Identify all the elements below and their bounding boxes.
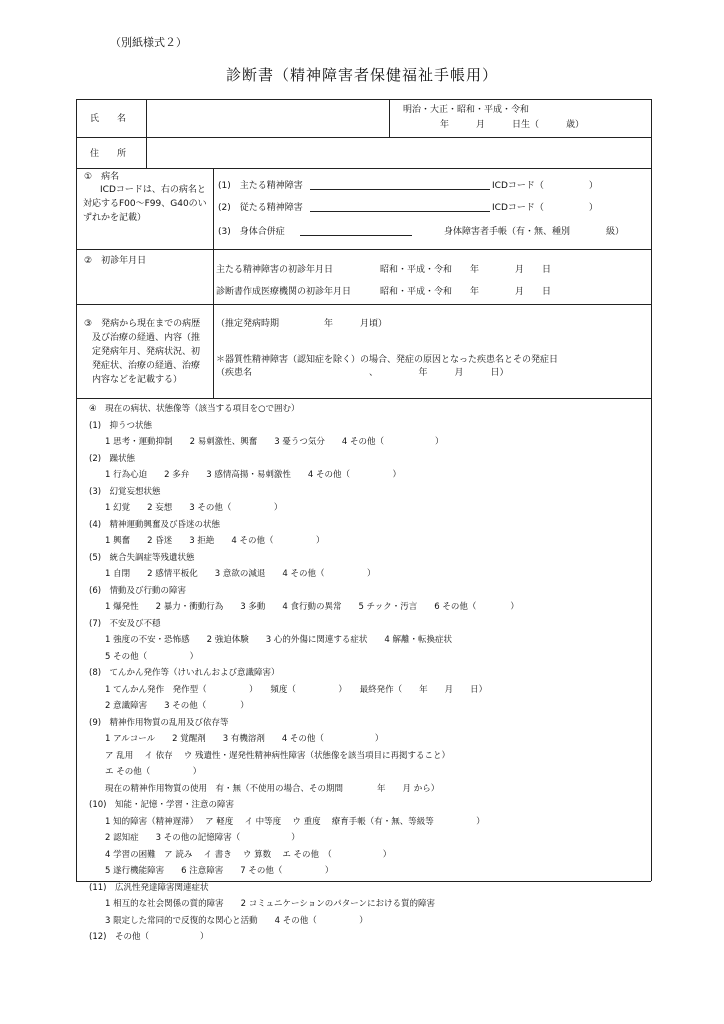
- birth-era-options: 明治・大正・昭和・平成・令和: [403, 105, 530, 115]
- sec1-label-1: ① 病名: [84, 172, 120, 182]
- sec3-label-2: 及び治療の経過、内容（推: [92, 333, 201, 343]
- category-excitement-stupor: (4) 精神運動興奮及び昏迷の状態: [89, 519, 221, 530]
- sec3-label-5: 内容などを記載する）: [92, 375, 183, 385]
- sec3-label-1: ③ 発病から現在までの病歴: [84, 319, 201, 329]
- first-visit-main-date: 昭和・平成・令和 年 月 日: [380, 265, 552, 275]
- sec2-label: ② 初診年月日: [84, 256, 147, 266]
- icd-code-main: ICDコード（ ）: [492, 181, 598, 191]
- options-substance-other: エ その他（ ）: [105, 767, 202, 777]
- first-visit-main-label: 主たる精神障害の初診年月日: [216, 265, 334, 275]
- options-cognition-2: 2 認知症 3 その他の記憶障害（ ）: [105, 833, 300, 843]
- category-developmental: (11) 広汎性発達障害関連症状: [89, 882, 209, 893]
- page-title: 診断書（精神障害者保健福祉手帳用）: [225, 66, 498, 84]
- sec3-label-4: 発症状、治療の経過、治療: [92, 361, 201, 371]
- options-developmental-1: 1 相互的な社会関係の質的障害 2 コミュニケーションのパターンにおける質的障害: [105, 899, 436, 909]
- category-epilepsy: (8) てんかん発作等（けいれんおよび意識障害）: [89, 668, 280, 678]
- category-substance: (9) 精神作用物質の乱用及び依存等: [89, 717, 229, 728]
- onset-period: （推定発病時期 年 月頃）: [216, 319, 388, 329]
- options-mania: 1 行為心迫 2 多弁 3 感情高揚・易刺激性 4 その他（ ）: [105, 470, 401, 480]
- section-current-condition: [89, 401, 519, 946]
- category-residual: (5) 統合失調症等残遺状態: [89, 552, 195, 563]
- sec1-label-2: ICDコードは、右の病名と: [100, 185, 206, 195]
- substance-current-use: 現在の精神作用物質の使用 有・無（不使用の場合、その期間 年 月 から）: [105, 783, 440, 794]
- birth-date: 年 月 日生（ 歳）: [440, 120, 585, 130]
- category-behavior: (6) 情動及び行動の障害: [89, 585, 187, 596]
- category-mania: (2) 躁状態: [89, 453, 136, 464]
- form-label: （別紙様式２）: [110, 36, 187, 49]
- options-excitement-stupor: 1 興奮 2 昏迷 3 拒絶 4 その他（ ）: [105, 536, 325, 546]
- category-depression: (1) 抑うつ状態: [89, 420, 153, 431]
- options-hallucination: 1 幻覚 2 妄想 3 その他（ ）: [105, 503, 283, 513]
- name-label: 氏 名: [90, 114, 127, 124]
- sec1-label-3: 対応するF00～F99、G40のい: [83, 199, 207, 209]
- options-substance-type: ア 乱用 イ 依存 ウ 残遺性・遅発性精神病性障害（状態像を該当項目に再掲すること）: [105, 750, 451, 761]
- options-cognition-1: 1 知的障害（精神遅滞） ア 軽度 イ 中等度 ウ 重度 療育手帳（有・無、等級等 ）: [105, 816, 485, 827]
- sec3-label-3: 定発病年月、発病状況、初: [92, 347, 201, 357]
- icd-code-sub: ICDコード（ ）: [492, 203, 598, 213]
- sec4-heading: ④ 現在の病状、状態像等（該当する項目を○で囲む）: [89, 404, 300, 414]
- comorbidity-label: (3) 身体合併症: [218, 227, 285, 237]
- options-developmental-2: 3 限定した常同的で反復的な関心と活動 4 その他（ ）: [105, 915, 368, 926]
- category-other: (12) その他（ ）: [89, 932, 209, 942]
- organic-disorder-note: ＊器質性精神障害（認知症を除く）の場合、発症の原因となった疾患名とその発症日: [216, 355, 559, 365]
- sec1-label-4: ずれかを記載）: [83, 213, 147, 223]
- options-depression: 1 思考・運動抑制 2 易刺激性、興奮 3 憂うつ気分 4 その他（ ）: [105, 437, 444, 447]
- options-epilepsy: 1 てんかん発作 発作型（ ） 頻度（ ） 最終発作（ 年 月 日）: [105, 684, 488, 695]
- category-anxiety: (7) 不安及び不穏: [89, 618, 161, 629]
- main-disorder-label: (1) 主たる精神障害: [218, 181, 303, 191]
- options-cognition-3: 4 学習の困難 ア 読み イ 書き ウ 算数 エ その他 （ ）: [105, 849, 392, 860]
- sub-disorder-label: (2) 従たる精神障害: [218, 203, 303, 213]
- options-anxiety: 1 強度の不安・恐怖感 2 強迫体験 3 心的外傷に関連する症状 4 解離・転換症状: [105, 635, 452, 645]
- options-residual: 1 自閉 2 感情平板化 3 意欲の減退 4 その他（ ）: [105, 569, 376, 579]
- options-substance: 1 アルコール 2 覚醒剤 3 有機溶剤 4 その他（ ）: [105, 734, 384, 744]
- options-epilepsy-2: 2 意識障害 3 その他（ ）: [105, 701, 249, 711]
- options-behavior: 1 爆発性 2 暴力・衝動行為 3 多動 4 食行動の異常 5 チック・汚言 6 その他（ ）: [105, 602, 519, 612]
- category-hallucination: (3) 幻覚妄想状態: [89, 486, 161, 497]
- options-anxiety-other: 5 その他（ ）: [105, 651, 199, 662]
- address-label: 住 所: [90, 149, 127, 159]
- options-cognition-4: 5 遂行機能障害 6 注意障害 7 その他（ ）: [105, 866, 334, 876]
- disability-handbook: 身体障害者手帳（有・無、種別 級）: [444, 227, 625, 237]
- category-cognition: (10) 知能・記憶・学習・注意の障害: [89, 800, 234, 810]
- first-visit-clinic-date: 昭和・平成・令和 年 月 日: [380, 287, 552, 297]
- first-visit-clinic-label: 診断書作成医療機関の初診年月日: [216, 287, 352, 297]
- causal-disease: （疾患名 、 年 月 日）: [216, 368, 509, 378]
